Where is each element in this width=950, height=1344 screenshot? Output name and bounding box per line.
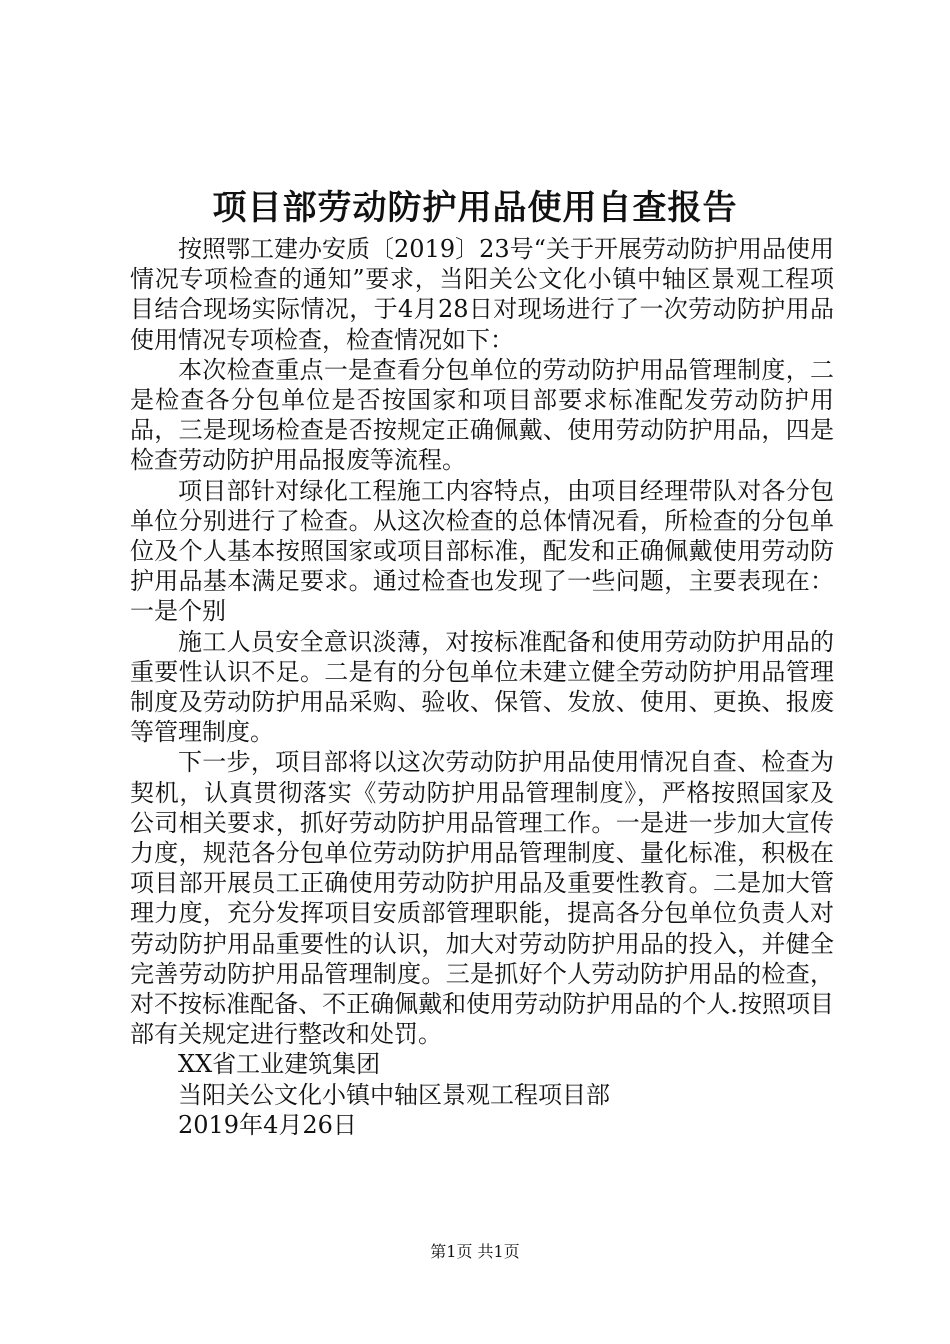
- document-body: [130, 234, 834, 1140]
- paragraph-next-steps: 下一步，项目部将以这次劳动防护用品使用情况自查、检查为契机，认真贯彻落实《劳动防护用品管理制度》，严格按照国家及公司相关要求，抓好劳动防护用品管理工作。一是进一步加大宣传力度，规范各分包单位劳动防护用品管理制度、量化标准，积极在项目部开展员工正确使用劳动防护用品及重要性教育。二是加大管理力度，充分发挥项目安质部管理职能，提高各分包单位负责人对劳动防护用品重要性的认识，加大对劳动防护用品的投入，并健全完善劳动防护用品管理制度。三是抓好个人劳动防护用品的检查，对不按标准配备、不正确佩戴和使用劳动防护用品的个人.按照项目部有关规定进行整改和处罚。: [130, 748, 834, 1049]
- signature-department: 当阳关公文化小镇中轴区景观工程项目部: [178, 1080, 610, 1109]
- paragraph-inspection-findings: 项目部针对绿化工程施工内容特点，由项目经理带队对各分包单位分别进行了检查。从这次检查的总体情况看，所检查的分包单位及个人基本按照国家或项目部标准，配发和正确佩戴使用劳动防护用品基本满足要求。通过检查也发现了一些问题，主要表现在：一是个别: [130, 476, 834, 626]
- page-number-footer: 第1页 共1页: [430, 1242, 520, 1261]
- paragraph-inspection-focus: 本次检查重点一是查看分包单位的劳动防护用品管理制度，二是检查各分包单位是否按国家和项目部要求标准配发劳动防护用品，三是现场检查是否按规定正确佩戴、使用劳动防护用品，四是检查劳动防护用品报废等流程。: [130, 355, 834, 475]
- signature-organization: XX省工业建筑集团: [178, 1050, 381, 1079]
- document-title: 项目部劳动防护用品使用自查报告: [212, 188, 738, 228]
- paragraph-problems: 施工人员安全意识淡薄，对按标准配备和使用劳动防护用品的重要性认识不足。二是有的分包单位未建立健全劳动防护用品管理制度及劳动防护用品采购、验收、保管、发放、使用、更换、报废等管理制度。: [130, 627, 834, 747]
- paragraph-intro: 按照鄂工建办安质〔2019〕23号“关于开展劳动防护用品使用情况专项检查的通知”要求，当阳关公文化小镇中轴区景观工程项目结合现场实际情况，于4月28日对现场进行了一次劳动防护用品使用情况专项检查，检查情况如下：: [130, 235, 834, 354]
- signature-date: 2019年4月26日: [178, 1110, 357, 1139]
